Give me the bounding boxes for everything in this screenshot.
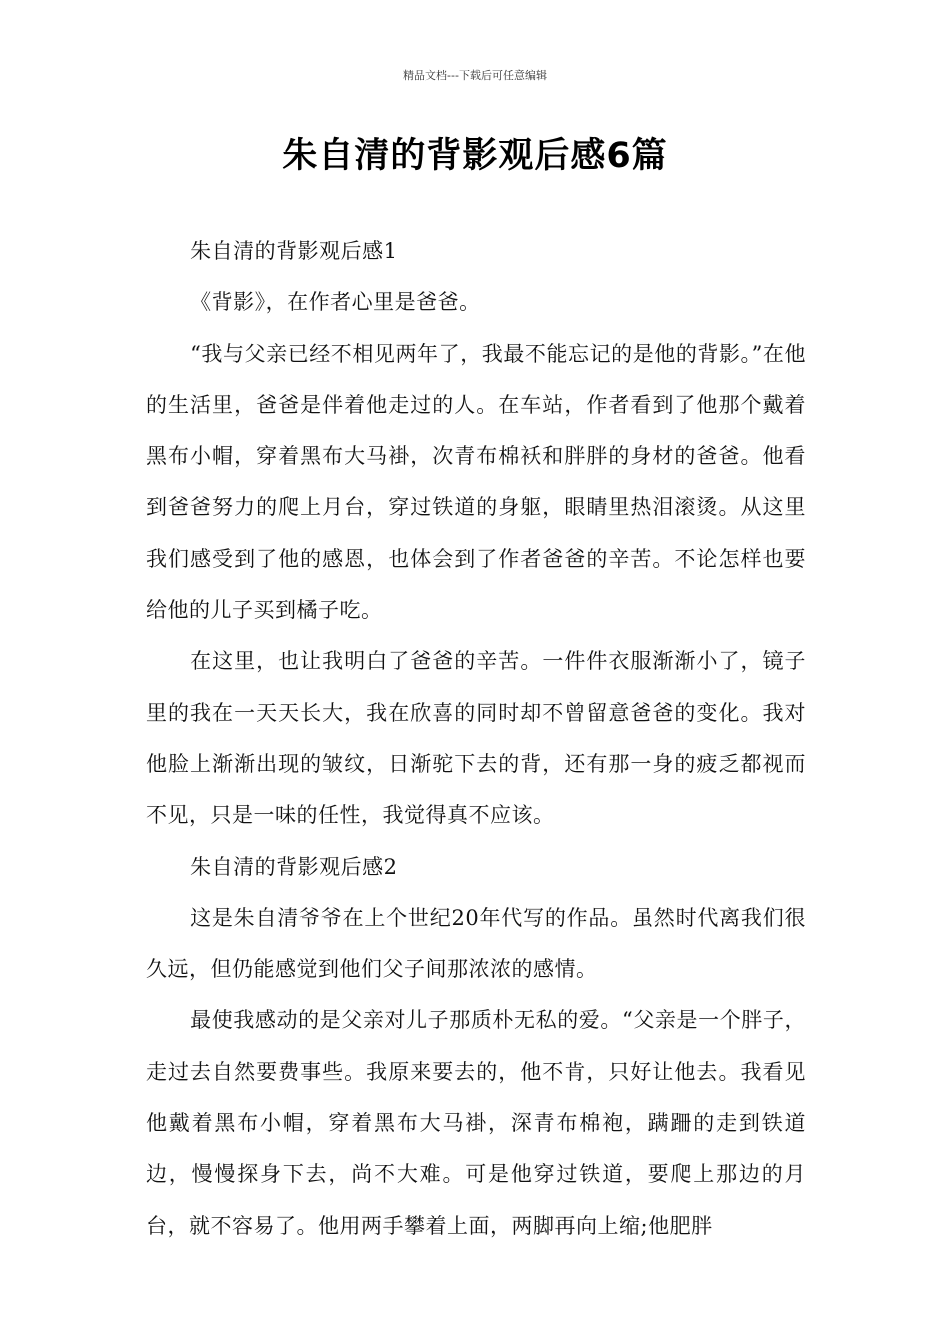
paragraph: “我与父亲已经不相见两年了，我最不能忘记的是他的背影。”在他的生活里，爸爸是伴着他走过的人。在车站，作者看到了他那个戴着黑布小帽，穿着黑布大马褂，次青布棉袄和胖胖的身材的爸爸。他看到爸爸努力的爬上月台，穿过铁道的身躯，眼睛里热泪滚烫。从这里我们感受到了他的感恩，也体会到了作者爸爸的辛苦。不论怎样也要给他的儿子买到橘子吃。 (146, 341, 806, 623)
paragraph: 最使我感动的是父亲对儿子那质朴无私的爱。“父亲是一个胖子，走过去自然要费事些。我原来要去的，他不肯，只好让他去。我看见他戴着黑布小帽，穿着黑布大马褂，深青布棉袍，蹒跚的走到铁道边，慢慢探身下去，尚不大难。可是他穿过铁道，要爬上那边的月台，就不容易了。他用两手攀着上面，两脚再向上缩;他肥胖 (146, 1008, 806, 1238)
paragraph: 这是朱自清爷爷在上个世纪20年代写的作品。虽然时代离我们很久远，但仍能感觉到他们父子间那浓浓的感情。 (146, 905, 806, 982)
section-heading-2: 朱自清的背影观后感2 (190, 854, 398, 879)
paragraph: 《背影》，在作者心里是爸爸。 (190, 290, 481, 315)
section-heading-1: 朱自清的背影观后感1 (190, 239, 398, 263)
document-body (146, 226, 806, 1252)
header-note: 精品文档---下载后可任意编辑 (403, 69, 547, 82)
document-title: 朱自清的背影观后感6篇 (282, 136, 668, 176)
paragraph: 在这里，也让我明白了爸爸的辛苦。一件件衣服渐渐小了，镜子里的我在一天天长大，我在欣喜的同时却不曾留意爸爸的变化。我对他脸上渐渐出现的皱纹，日渐驼下去的背，还有那一身的疲乏都视而不见，只是一味的任性，我觉得真不应该。 (146, 649, 806, 828)
